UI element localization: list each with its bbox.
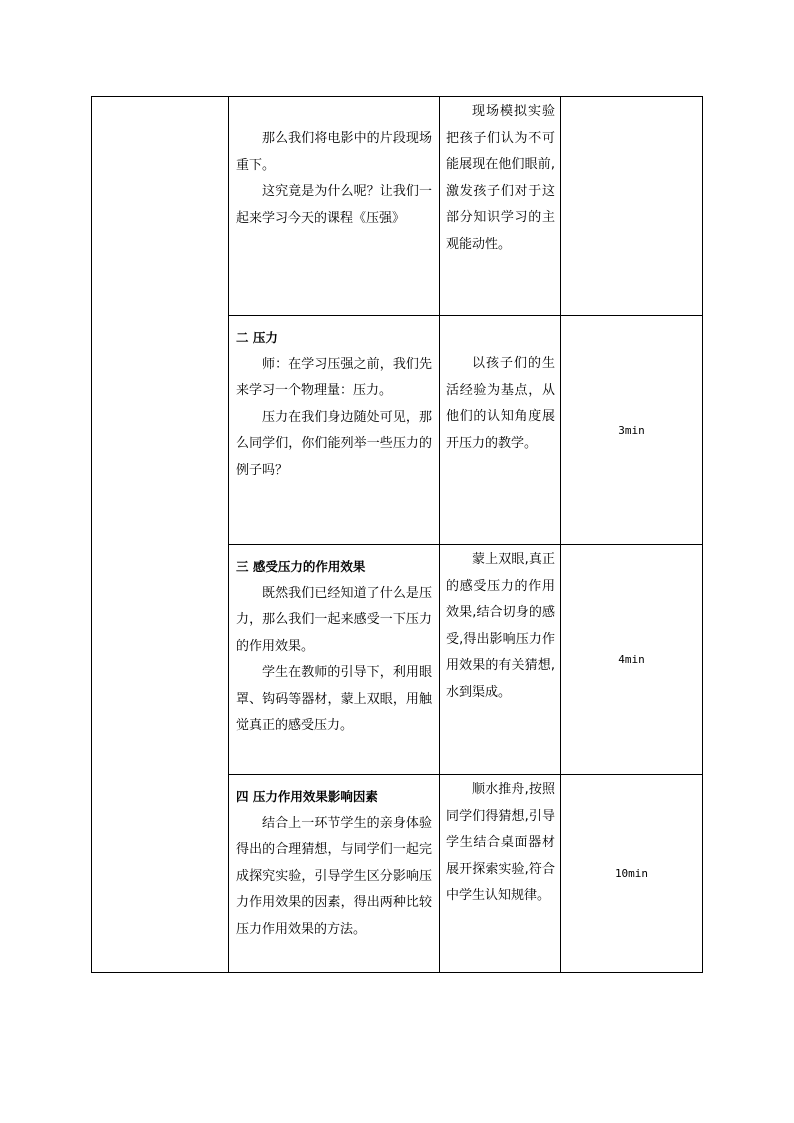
time-value: 10min xyxy=(614,867,649,880)
stage-column-cell xyxy=(92,97,229,973)
lesson-plan-table xyxy=(91,96,703,973)
content-paragraph: 学生在教师的引导下，利用眼罩、钩码等器材，蒙上双眼，用触觉真正的感受压力。 xyxy=(236,665,432,733)
design-intent-text: 以孩子们的生活经验为基点，从他们的认知角度展开压力的教学。 xyxy=(446,356,555,451)
content-paragraph: 既然我们已经知道了什么是压力，那么我们一起来感受一下压力的作用效果。 xyxy=(236,585,432,654)
design-intent-text: 顺水推舟,按照同学们得猜想,引导学生结合桌面器材展开探索实验,符合中学生认知规律。 xyxy=(446,782,555,903)
content-cell xyxy=(229,775,440,973)
content-paragraph: 结合上一环节学生的亲身体验得出的合理猜想，与同学们一起完成探究实验，引导学生区分影响压力作用效果的因素，得出两种比较压力作用效果的方法。 xyxy=(236,815,432,937)
content-paragraph: 师：在学习压强之前，我们先来学习一个物理量：压力。 xyxy=(236,356,432,398)
content-paragraph: 那么我们将电影中的片段现场重下。 xyxy=(236,131,432,173)
design-intent-text: 现场模拟实验把孩子们认为不可能展现在他们眼前,激发孩子们对于这部分知识学习的主观能动性。 xyxy=(446,104,555,252)
section-title: 三 感受压力的作用效果 xyxy=(236,559,366,574)
time-value: 4min xyxy=(618,653,645,666)
design-intent-cell xyxy=(440,97,561,316)
content-cell xyxy=(229,97,440,316)
design-intent-cell xyxy=(440,775,561,973)
content-cell xyxy=(229,316,440,545)
section-title: 二 压力 xyxy=(236,330,278,345)
time-cell xyxy=(561,545,703,775)
design-intent-text: 蒙上双眼,真正的感受压力的作用效果,结合切身的感受,得出影响压力作用效果的有关猜想,水到渠成。 xyxy=(446,552,555,700)
design-intent-cell xyxy=(440,316,561,545)
section-title: 四 压力作用效果影响因素 xyxy=(236,789,378,804)
content-cell xyxy=(229,545,440,775)
content-paragraph: 这究竟是为什么呢？让我们一起来学习今天的课程《压强》 xyxy=(236,184,432,226)
content-paragraph: 压力在我们身边随处可见，那么同学们，你们能列举一些压力的例子吗？ xyxy=(236,409,432,478)
design-intent-cell xyxy=(440,545,561,775)
table-row xyxy=(92,97,703,316)
time-value: 3min xyxy=(618,423,645,437)
time-cell xyxy=(561,316,703,545)
time-cell xyxy=(561,97,703,316)
time-cell xyxy=(561,775,703,973)
